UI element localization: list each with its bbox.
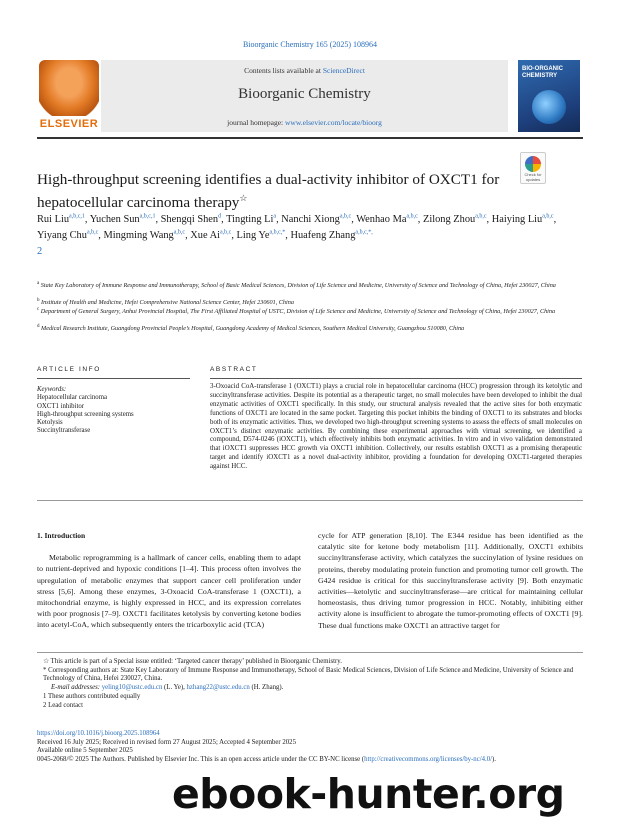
cover-title: BIO-ORGANIC CHEMISTRY <box>522 66 563 79</box>
keywords-block <box>37 386 190 436</box>
author-name[interactable]: Yiyang Chu <box>37 230 87 241</box>
author-name[interactable]: Nanchi Xiong <box>281 214 340 225</box>
author-name[interactable]: Haiying Liu <box>491 214 543 225</box>
keyword-item: Ketolysis <box>37 419 63 427</box>
abstract-text: 3-Oxoacid CoA-transferase 1 (OXCT1) plays a crucial role in hepatocellular carcinoma (HCC) progression through its ketolytic and succinyltransferase activities. Despite its potential as a therapeutic target, no small molecules have been developed to inhibit the dual enzymatic activities of OXCT1 specifically. In this study, our structural analysis revealed that the active sites for both enzymatic functions of OXCT1 are located in the same pocket. Targeting this pocket inhibits the binding of OXCT1 to its substrates and blocks both of its enzymatic activities. Thus, we developed two high-throughput screening systems to assess the effects of small molecules on OXCT1’s distinct enzymatic activities. By combining these experimental approaches with virtual screening, we identified a compound, D574-0246 (iOXCT1), which effectively inhibits both enzymatic activities. In vitro and in vivo validation demonstrated that iOXCT1 suppresses HCC growth via OXCT1 inhibition. Collectively, our results establish OXCT1 as a promising therapeutic target and identify iOXCT1 as a novel dual-activity inhibitor, providing a foundation for developing OXCT1-targeted therapies against HCC. <box>210 383 582 471</box>
author-name[interactable]: Huafeng Zhang <box>290 230 356 241</box>
author-list: Rui Liu$^{a,b,c,1}$, Yuchen Sun$^{a,b,c,1}$, Shengqi Shen$^d$, Tingting Li$^a$, Nanchi Xiong$^{a,b,c}$, Wenhao Ma$^{a,b,c}$, Zilong Zhou$^{a,b,c}$, Haiying Liu$^{a,b,c}$, Yiyang Chu$^{a,b,c}$, Mingming Wang$^{a,b,c}$, Xue Ai$^{a,b,c}$, Ling $Ye^{a,b,c,*}$, Huafeng Zhang$^{a,b,c,*,}$ 2 <box>37 213 557 257</box>
body-right-column <box>318 530 583 631</box>
author-name[interactable]: Xue Ai <box>190 230 220 241</box>
cover-graphic <box>532 90 566 124</box>
article-title: High-throughput screening identifies a dual-activity inhibitor of OXCT1 for hepatocellular carcinoma therapy☆ <box>37 171 500 212</box>
author-affiliation-mark[interactable]: a,b,c <box>542 213 554 220</box>
elsevier-wordmark: ELSEVIER <box>39 118 99 130</box>
publication-info <box>37 730 583 765</box>
keyword-item: Hepatocellular carcinoma <box>37 394 108 402</box>
doi-link[interactable]: https://doi.org/10.1016/j.bioorg.2025.108964 <box>37 730 160 737</box>
author-affiliation-mark[interactable]: a,b,c <box>86 229 99 236</box>
license-line: 0045-2068/© 2025 The Authors. Published by Elsevier Inc. This is an open access article under the CC BY-NC license (http://creativecommons.org/licenses/by-nc/4.0/). <box>37 756 496 764</box>
author-name[interactable]: Mingming Wang <box>103 230 174 241</box>
title-footnote-mark[interactable]: ☆ <box>239 193 248 203</box>
journal-banner <box>101 60 508 132</box>
check-for-updates-button[interactable] <box>520 152 546 184</box>
abstract-rule <box>210 378 582 379</box>
author-affiliation-mark[interactable]: d <box>218 213 222 220</box>
author-name[interactable]: Shengqi Shen <box>160 214 219 225</box>
keyword-item: High-throughput screening systems <box>37 410 134 418</box>
author-affiliation-mark[interactable]: a,b,c <box>339 213 352 220</box>
affiliation-c: $^c$ Department of General Surgery, Anhui Provincial Hospital, The First Affiliated Hospital of USTC, Division of Life Science and Medicine, University of Science and Technology of China, Hefei 230027, China <box>37 307 556 316</box>
author-affiliation-mark[interactable]: a <box>273 213 277 220</box>
header-rule <box>37 137 583 139</box>
elsevier-tree-icon <box>39 60 99 116</box>
info-rule <box>37 378 190 379</box>
author-affiliation-mark[interactable]: a,b,c,* <box>269 229 286 236</box>
check-updates-label: Check for updates <box>524 172 542 182</box>
abstract-heading: ABSTRACT <box>210 366 258 373</box>
author-name[interactable]: Tingting Li <box>226 214 274 225</box>
available-online: Available online 5 September 2025 <box>37 747 133 755</box>
equal-contribution-note: 1 These authors contributed equally <box>43 692 141 700</box>
homepage-line: journal homepage: www.elsevier.com/locate/bioorg <box>227 118 382 127</box>
keywords-label: Keywords: <box>37 386 67 393</box>
sciencedirect-link[interactable]: ScienceDirect <box>322 66 365 75</box>
journal-name: Bioorganic Chemistry <box>238 86 371 102</box>
author-name[interactable]: Ling Ye <box>236 230 270 241</box>
introduction-heading: 1. Introduction <box>37 531 86 540</box>
author-affiliation-mark[interactable]: a,b,c,*, <box>355 229 373 236</box>
elsevier-logo <box>37 60 101 132</box>
affiliation-a: $^a$ State Key Laboratory of Immune Response and Immunotherapy, School of Basic Medical Sciences, Division of Life Science and Medicine, University of Science and Technology of China, Hefei 230027, China <box>37 281 556 290</box>
journal-cover-image <box>518 60 580 132</box>
journal-reference-link[interactable]: Bioorganic Chemistry 165 (2025) 108964 <box>242 40 378 49</box>
author-affiliation-mark[interactable]: a,b,c,1 <box>69 213 85 220</box>
introduction-continuation: cycle for ATP generation [8,10]. The E344 residue has been identified as the catalytic site for ketone body metabolism [11]. Additionally, OXCT1 exhibits succinyltransferase activity, which catalyzes the succinylation of lysine residues on proteins, thereby modulating protein function and promoting tumor cell growth. The G424 residue is critical for this succinyltransferase activity [9]. Both enzymatic activities—ketolytic and succinyltransferase—are critical for maintaining cellular homeostasis, thus driving tumor progression in HCC. Notably, inhibiting either activity alone is insufficient to abrogate the tumor-promoting effects of OXCT1 [9]. These dual functions make OXCT1 an attractive target for <box>318 531 583 630</box>
affiliation-b: $^b$ Institute of Health and Medicine, Hefei Comprehensive National Science Center, Hefei 230601, China <box>37 298 294 307</box>
special-issue-note: ☆ This article is part of a Special issue entitled: ‘Targeted cancer therapy’ published in Bioorganic Chemistry. <box>43 658 342 665</box>
author-affiliation-mark[interactable]: a,b,c <box>220 229 232 236</box>
author-name[interactable]: Rui Liu <box>37 214 70 225</box>
corresponding-author-note: * Corresponding authors at: State Key Laboratory of Immune Response and Immunotherapy, School of Basic Medical Sciences, Division of Life Science and Medicine, University of Science and Technology of China, Hefei 230027, China. <box>43 666 574 683</box>
author-affiliation-mark[interactable]: a,b,c <box>173 229 186 236</box>
section-rule <box>37 500 583 501</box>
footnote-rule <box>37 652 583 653</box>
author-trailer-mark[interactable]: 2 <box>37 246 43 257</box>
check-updates-icon <box>525 156 541 172</box>
footnotes <box>37 658 583 710</box>
contents-line: Contents lists available at ScienceDirect <box>244 66 365 75</box>
license-link[interactable]: http://creativecommons.org/licenses/by-nc/4.0/ <box>364 756 492 764</box>
body-left-column <box>37 530 301 631</box>
keyword-item: OXCT1 inhibitor <box>37 402 85 410</box>
affiliation-d: $^d$ Medical Research Institute, Guangdong Provincial People’s Hospital, Guangdong Academy of Medical Sciences, Southern Medical University, Guangzhou 510080, China <box>37 324 465 333</box>
author-affiliation-mark[interactable]: a,b,c <box>475 213 487 220</box>
lead-contact-note: 2 Lead contact <box>43 701 84 709</box>
email-link-zhang[interactable]: hzhang22@ustc.edu.cn <box>186 684 250 692</box>
author-name[interactable]: Yuchen Sun <box>89 214 140 225</box>
author-name[interactable]: Zilong Zhou <box>422 214 476 225</box>
email-link-ye[interactable]: yeling10@ustc.edu.cn <box>101 684 163 692</box>
introduction-paragraph: Metabolic reprogramming is a hallmark of cancer cells, enabling them to adapt to nutrient-deprived and hypoxic conditions [1–4]. This process often involves the upregulation of metabolic enzymes that support cancer cell proliferation under stress [5,6]. Among these enzymes, 3-Oxoacid CoA-transferase 1 (OXCT1), a mitochondrial enzyme, is highly expressed in HCC, and its expression correlates with poor prognosis [7–9]. OXCT1 facilitates ketolysis by converting ketone bodies into acetyl-CoA, which subsequently enters the tricarboxylic acid (TCA) <box>37 553 301 630</box>
author-name[interactable]: Wenhao Ma <box>356 214 407 225</box>
keyword-item: Succinyltransferase <box>37 427 91 435</box>
article-info-heading: ARTICLE INFO <box>37 366 101 373</box>
homepage-link[interactable]: www.elsevier.com/locate/bioorg <box>285 118 382 127</box>
author-affiliation-mark[interactable]: a,b,c,1 <box>139 213 156 220</box>
email-line: E-mail addresses: yeling10@ustc.edu.cn (L. Ye), hzhang22@ustc.edu.cn (H. Zhang). <box>51 684 284 692</box>
author-affiliation-mark[interactable]: a,b,c <box>406 213 418 220</box>
received-dates: Received 16 July 2025; Received in revised form 27 August 2025; Accepted 4 September 2025 <box>37 738 296 746</box>
watermark-text: ebook-hunter.org <box>172 770 565 818</box>
